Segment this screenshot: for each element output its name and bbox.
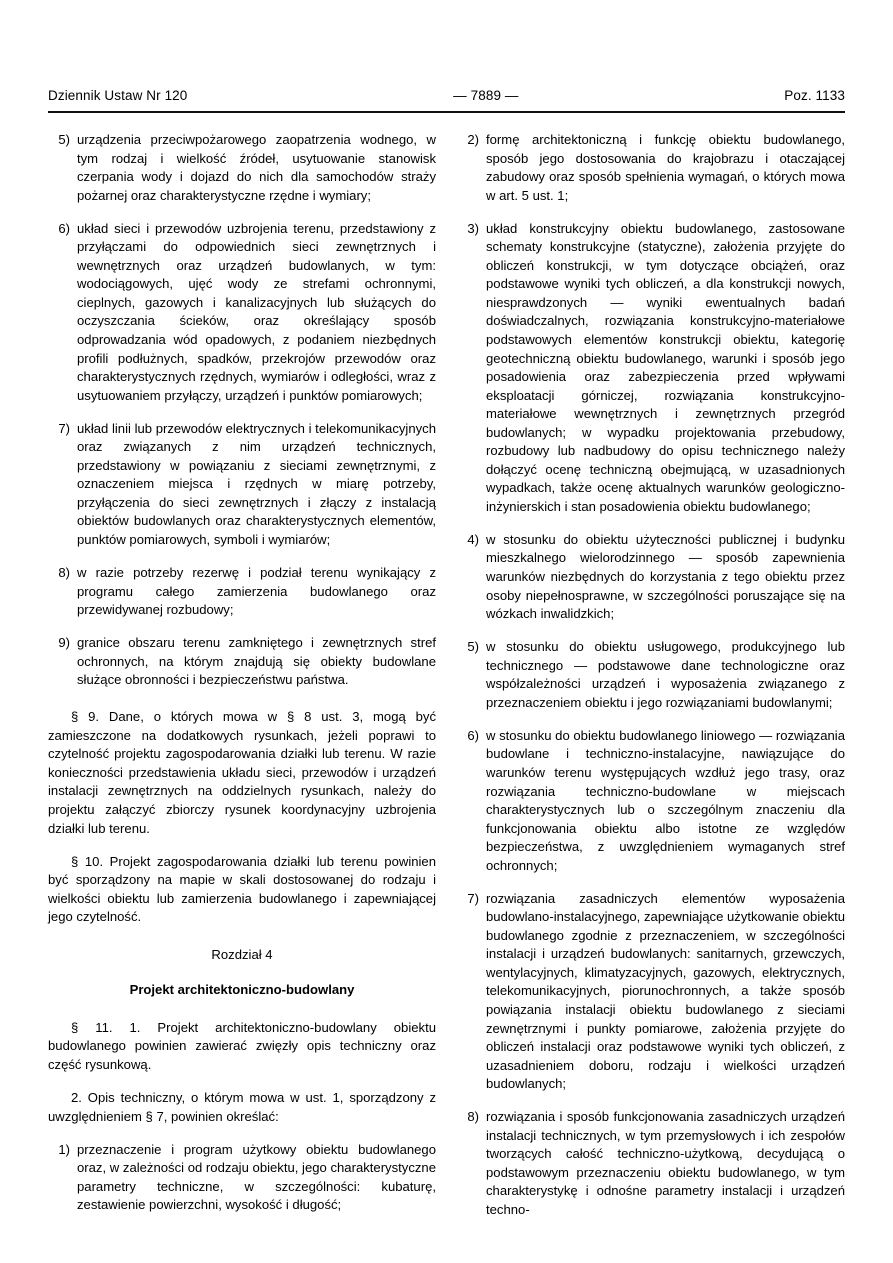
list-item — [48, 1141, 436, 1215]
paragraph-section-11-2: 2. Opis techniczny, o którym mowa w ust. 1, sporządzony z uwzględnieniem § 7, powinien określać: — [48, 1090, 436, 1124]
right-column — [457, 131, 845, 1231]
list-item-marker: 6) — [58, 220, 70, 236]
list-item — [457, 1108, 845, 1219]
list-item-marker: 1) — [58, 1141, 70, 1157]
list-item-text: formę architektoniczną i funkcję obiektu budowlanego, sposób jego dostosowania do krajobrazu i otaczającej zabudowy oraz sposób spełnienia wymagań, o których mowa w art. 5 ust. 1; — [486, 132, 845, 203]
list-item-text: rozwiązania zasadniczych elementów wyposażenia budowlano-instalacyjnego, zapewniające użytkowanie obiektu budowlanego zgodnie z przeznaczeniem, w szczególności instalacji i urządzeń budowlanych: sanitarnych, grzewczych, wentylacyjnych, klimatyzacyjnych, gazowych, elektrycznych, telekomunikacyjnych, piorunochronnych, a także sposób powiązania instalacji obiektu budowlanego z sieciami zewnętrznymi i punkty pomiarowe, założenia przyjęte do obliczeń instalacji oraz podstawowe wyniki tych obliczeń, z uzasadnieniem doboru, rodzaju i wielkości urządzeń budowlanych; — [486, 890, 845, 1092]
list-item-marker: 7) — [467, 890, 479, 906]
running-head-page-number: — 7889 — — [453, 88, 519, 103]
list-item — [48, 131, 436, 205]
paragraph-section-11-1: § 11. 1. Projekt architektoniczno-budowlany obiektu budowlanego powinien zawierać zwięzły opis techniczny oraz część rysunkową. — [48, 1019, 436, 1072]
list-item-marker: 3) — [467, 220, 479, 236]
chapter-title-heading: Projekt architektoniczno-budowlany — [129, 982, 355, 998]
chapter-number-heading: Rozdział 4 — [211, 946, 273, 962]
list-item — [48, 564, 436, 620]
list-item-marker: 5) — [467, 639, 479, 655]
header-divider-rule — [48, 111, 845, 113]
list-item — [457, 220, 845, 517]
list-item-marker: 6) — [467, 727, 479, 743]
running-head-publication: Dziennik Ustaw Nr 120 — [48, 88, 188, 103]
list-item-text: rozwiązania i sposób funkcjonowania zasadniczych urządzeń instalacji technicznych, w tym przemysłowych i ich zespołów tworzących całość techniczno-użytkową, decydującą o podstawowym przeznaczeniu obiektu budowlanego, w tym charakterystykę i odnośne parametry instalacji i urządzeń techno- — [486, 1109, 845, 1217]
list-item-text: układ konstrukcyjny obiektu budowlanego, zastosowane schematy konstrukcyjne (statyczne), założenia przyjęte do obliczeń konstrukcji, w tym dotyczące obciążeń, oraz podstawowe wyniki tych obliczeń, a dla konstrukcji nowych, niesprawdzonych — wyniki ewentualnych badań doświadczalnych, rozwiązania konstrukcyjno-materiałowe podstawowych elementów konstrukcji obiektu, kategorię geotechniczną obiektu budowlanego, warunki i sposób jego posadowienia oraz zabezpieczenia przed wpływami eksploatacji górniczej, rozwiązania konstrukcyjno-materiałowe wewnętrznych i zewnętrznych przegród budowlanych; w wypadku projektowania przebudowy, rozbudowy lub nadbudowy do opisu technicznego należy dołączyć ocenę techniczną obejmującą, w uzasadnionych wypadkach, także ocenę aktualnych warunków geologiczno-inżynierskich i stan posadowienia obiektu budowlanego; — [486, 220, 845, 514]
list-item-text: układ linii lub przewodów elektrycznych i telekomunikacyjnych oraz związanych z nim urządzeń technicznych, przedstawiony w powiązaniu z sieciami zewnętrznymi, z oznaczeniem miejsca i rzędnych w miarę potrzeby, przyłączenia do sieci zewnętrznych i złączy z instalacją obiektów budowlanych oraz charakterystycznych elementów, punktów pomiarowych, symboli i wymiarów; — [77, 420, 436, 547]
list-item — [457, 638, 845, 712]
list-item-text: przeznaczenie i program użytkowy obiektu budowlanego oraz, w zależności od rodzaju obiektu, jego charakterystyczne parametry techniczne, w szczególności: kubaturę, zestawienie powierzchni, wysokość i długość; — [77, 1141, 436, 1213]
list-item-marker: 8) — [467, 1109, 479, 1125]
list-item — [457, 890, 845, 1094]
body-columns — [48, 131, 845, 1231]
list-item — [457, 131, 845, 205]
list-item-text: w stosunku do obiektu użyteczności publicznej i budynku mieszkalnego wielorodzinnego — sposób zapewnienia warunków niezbędnych do korzystania z tego obiektu przez osoby niepełnosprawne, w szczególności poruszające się na wózkach inwalidzkich; — [486, 531, 845, 622]
list-item-text: urządzenia przeciwpożarowego zaopatrzenia wodnego, w tym rodzaj i wielkość źródeł, usytuowanie stanowisk czerpania wody i dojazd do nich dla samochodów straży pożarnej oraz charakterystyczne rzędne i wymiary; — [77, 132, 436, 203]
list-item-text: w razie potrzeby rezerwę i podział terenu wynikający z programu całego zamierzenia budowlanego oraz przewidywanej rozbudowy; — [77, 564, 436, 618]
list-item-marker: 2) — [467, 132, 479, 147]
list-item — [48, 420, 436, 550]
list-item-text: w stosunku do obiektu budowlanego liniowego — rozwiązania budowlane i techniczno-instalacyjne, nawiązujące do warunków terenu występujących wzdłuż jego trasy, oraz rozwiązania techniczno-budowlane w miejscach charakterystycznych lub o szczególnym znaczeniu dla funkcjonowania obiektu albo istotne ze względów bezpieczeństwa, z uwzględnieniem wymaganych stref ochronnych; — [486, 727, 845, 873]
list-item-marker: 9) — [58, 635, 70, 651]
list-item-text: w stosunku do obiektu usługowego, produkcyjnego lub technicznego — podstawowe dane technologiczne oraz współzależności urządzeń i wyposażenia związanego z przeznaczeniem obiektu i jego rozwiązaniami budowlanymi; — [486, 639, 845, 710]
paragraph-section-9: § 9. Dane, o których mowa w § 8 ust. 3, mogą być zamieszczone na dodatkowych rysunkach, jeżeli poprawi to czytelność projektu zagospodarowania działki lub terenu. W razie konieczności przedstawienia układu sieci, przewodów i urządzeń instalacji zewnętrznych na oddzielnych rysunkach, należy do projektu załączyć zbiorczy rysunek koordynacyjny uzbrojenia działki lub terenu. — [48, 709, 436, 836]
list-item — [48, 220, 436, 405]
list-item — [457, 727, 845, 875]
list-item-marker: 4) — [467, 531, 479, 547]
left-column — [48, 131, 436, 1231]
list-item — [48, 634, 436, 690]
list-item-text: granice obszaru terenu zamkniętego i zewnętrznych stref ochronnych, na którym znajdują się obiekty budowlane służące obronności i bezpieczeństwu państwa. — [77, 635, 436, 688]
list-item-text: układ sieci i przewodów uzbrojenia terenu, przedstawiony z przyłączami do odpowiednich sieci zewnętrznych i wewnętrznych oraz urządzeń budowlanych, w tym: wodociągowych, ujęć wody ze strefami ochronnymi, cieplnych, gazowych i kanalizacyjnych lub służących do oczyszczania ścieków, oraz określający sposób odprowadzania wód opadowych, z podaniem niezbędnych profili podłużnych, spadków, przekrojów przewodów oraz charakterystycznych rzędnych, wymiarów i odległości, wraz z usytuowaniem przyłączy, urządzeń i punktów pomiarowych; — [77, 220, 436, 403]
list-item-marker: 8) — [58, 564, 70, 580]
list-item-marker: 5) — [58, 132, 70, 147]
running-head-item-number: Poz. 1133 — [784, 88, 845, 103]
paragraph-section-10: § 10. Projekt zagospodarowania działki lub terenu powinien być sporządzony na mapie w skali dostosowanej do rodzaju i wielkości obiektu lub zamierzenia budowlanego i zapewniającej jego czytelność. — [48, 853, 436, 925]
list-item — [457, 531, 845, 624]
running-head — [48, 88, 845, 103]
list-item-marker: 7) — [58, 420, 70, 436]
